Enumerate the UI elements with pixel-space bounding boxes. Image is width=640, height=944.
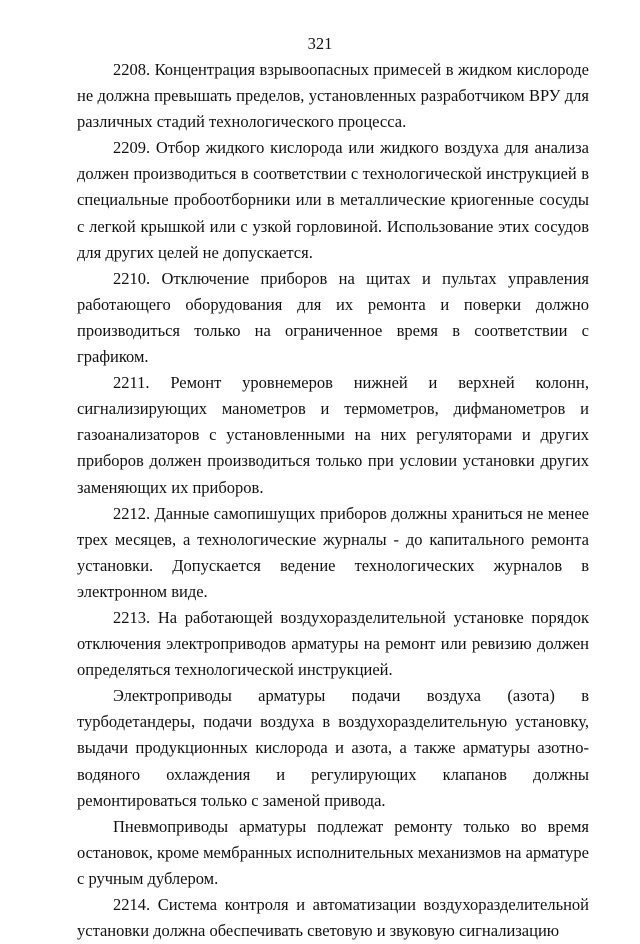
paragraph-electric-drives: Электроприводы арматуры подачи воздуха (азота) в турбодетандеры, подачи воздуха в воздухоразделительную установку, выдачи продукционных кислорода и азота, а также арматуры азотно-водяного охлаждения и регулирующих клапанов должны ремонтироваться только с заменой привода. [77,686,589,810]
paragraph-2210: 2210. Отключение приборов на щитах и пультах управления работающего оборудования для их ремонта и поверки должно производиться только на ограниченное время в соответствии с графиком. [77,268,589,367]
paragraph-2214: 2214. Система контроля и автоматизации воздухоразделительной установки должна обеспечивать световую и звуковую сигнализацию [77,895,589,941]
paragraph-2208: 2208. Концентрация взрывоопасных примесей в жидком кислороде не должна превышать пределов, установленных разработчиком ВРУ для различных стадий технологического процесса. [77,60,589,132]
page-number: 321 [307,34,333,53]
document-body [77,57,589,944]
paragraph-2209: 2209. Отбор жидкого кислорода или жидкого воздуха для анализа должен производиться в соответствии с технологической инструкцией в специальные пробоотборники или в металлические криогенные сосуды с легкой крышкой или с узкой горловиной. Использование этих сосудов для других целей не допускается. [77,138,589,262]
paragraph-2211: 2211. Ремонт уровнемеров нижней и верхней колонн, сигнализирующих манометров и термометров, дифманометров и газоанализаторов с установленными на них регуляторами и других приборов должен производиться только при условии установки других заменяющих их приборов. [77,373,589,497]
paragraph-pneumatic-drives: Пневмоприводы арматуры подлежат ремонту только во время остановок, кроме мембранных исполнительных механизмов на арматуре с ручным дублером. [77,816,589,888]
paragraph-2212: 2212. Данные самопишущих приборов должны храниться не менее трех месяцев, а технологические журналы - до капитального ремонта установки. Допускается ведение технологических журналов в электронном виде. [77,503,589,601]
paragraph-2213: 2213. На работающей воздухоразделительной установке порядок отключения электроприводов арматуры на ремонт или ревизию должен определяться технологической инструкцией. [77,607,589,680]
